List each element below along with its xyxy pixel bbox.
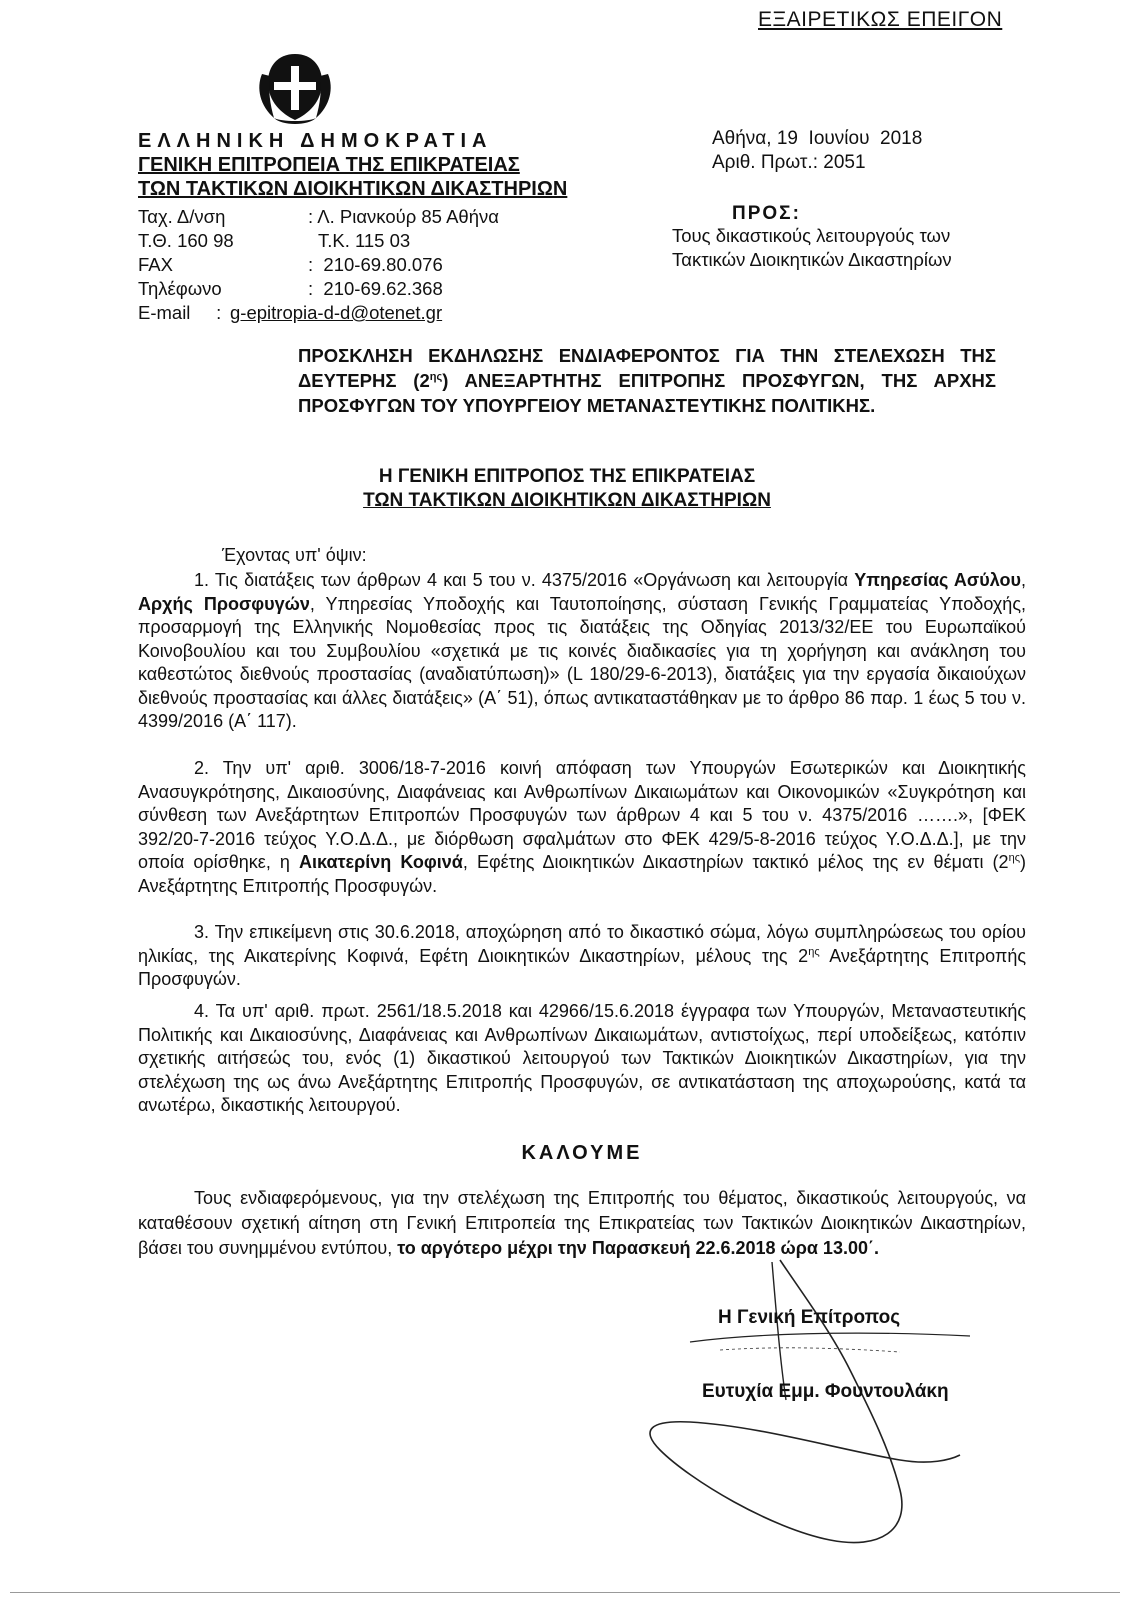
urgent-label: ΕΞΑΙΡΕΤΙΚΩΣ ΕΠΕΙΓΟΝ: [758, 8, 1003, 31]
fax-value: : 210-69.80.076: [308, 254, 443, 275]
signatory-name: Ευτυχία Εμμ. Φουντουλάκη: [702, 1381, 949, 1402]
call-text: Τους ενδιαφερόμενους, για την στελέχωση της Επιτροπής του θέματος, δικαστικούς λειτουργούς, να καταθέσουν σχετική αίτηση στη Γενική Επιτροπεία της Επικρατείας των Τακτικών Διοικητικών Δικαστηρίων, βάσει του συνημμένου εντύπου,: [138, 1188, 1026, 1258]
call-deadline: το αργότερο μέχρι την Παρασκευή 22.6.2018 ώρα 13.00΄.: [397, 1238, 879, 1258]
item1-bold-1: Υπηρεσίας Ασύλου: [854, 570, 1021, 590]
authority-heading-1: Η ΓΕΝΙΚΗ ΕΠΙΤΡΟΠΟΣ ΤΗΣ ΕΠΙΚΡΑΤΕΙΑΣ: [378, 466, 756, 487]
page-bottom-edge: [10, 1592, 1120, 1593]
organization-line-1: ΓΕΝΙΚΗ ΕΠΙΤΡΟΠΕΙΑ ΤΗΣ ΕΠΙΚΡΑΤΕΙΑΣ: [138, 154, 520, 176]
considerations-intro: Έχοντας υπ' όψιν:: [222, 545, 367, 565]
to-label: ΠΡΟΣ:: [732, 203, 801, 224]
greek-coat-of-arms-icon: [252, 44, 338, 128]
recipient-line-2: Τακτικών Διοικητικών Δικαστηρίων: [672, 249, 952, 270]
subject-part-1: ΠΡΟΣΚΛΗΣΗ ΕΚΔΗΛΩΣΗΣ ΕΝΔΙΑΦΕΡΟΝΤΟΣ ΓΙΑ ΤΗΝ ΣΤΕΛΕΧΩΣΗ ΤΗΣ ΔΕΥΤΕΡΗΣ (2: [298, 345, 996, 391]
item3-text-a: 3. Την επικείμενη στις 30.6.2018, αποχώρηση από το δικαστικό σώμα, λόγω συμπληρώσεως του ορίου ηλικίας, της Αικατερίνης Κοφινά, Εφέτη Διοικητικών Δικαστηρίων, μέλους της 2: [138, 922, 1026, 966]
address-label: Ταχ. Δ/νση: [138, 206, 226, 227]
signatory-title: Η Γενική Επίτροπος: [718, 1307, 901, 1328]
item3-text-b: Ανεξάρτητης Επιτροπής Προσφυγών.: [138, 945, 1027, 989]
address-value: : Λ. Ριανκούρ 85 Αθήνα: [308, 206, 499, 227]
item1-text-d: , Υπηρεσίας Υποδοχής και Ταυτοποίησης, σύσταση Γενικής Γραμματείας Υποδοχής, προσαρμογή της Ελληνικής Νομοθεσίας προς τις διατάξεις της Οδηγίας 2013/32/ΕΕ του Ευρωπαϊκού Κοινοβουλίου και του Συμβουλίου «σχετικά με τις κοινές διαδικασίες για τη χορήγηση και ανάκληση του καθεστώτος διεθνούς προστασίας (αναδιατύπωση)» (L 180/29-6-2013), διατάξεις για την εργασία δικαιούχων διεθνούς προστασίας και άλλες διατάξεις» (Α΄ 51), όπως αντικαταστάθηκαν με το άρθρο 86 παρ. 1 έως 5 του ν. 4399/2016 (Α΄ 117).: [138, 593, 1026, 731]
item2-text-a: 2. Την υπ' αριθ. 3006/18-7-2016 κοινή απόφαση των Υπουργών Εσωτερικών και Διοικητικής Ανασυγκρότησης, Δικαιοσύνης, Διαφάνειας και Ανθρωπίνων Δικαιωμάτων και Οικονομικών «Συγκρότηση και σύνθεση των Ανεξάρτητων Επιτροπών Προσφυγών των άρθρων 4 και 5 του ν. 4375/2016 …….», [ΦΕΚ 392/20-7-2016 τεύχος Υ.Ο.Δ.Δ., με διόρθωση σφαλμάτων στο ΦΕΚ 429/5-8-2016 τεύχος Υ.Ο.Δ.Δ.], με την οποία ορίσθηκε, η: [138, 758, 1026, 872]
po-box-label: Τ.Θ. 160 98: [138, 230, 234, 251]
document-date: Αθήνα, 19 Ιουνίου 2018: [712, 128, 923, 149]
email-label: E-mail :: [138, 302, 222, 323]
protocol-number: Αριθ. Πρωτ.: 2051: [712, 152, 866, 173]
call-heading: ΚΑΛΟΥΜΕ: [521, 1142, 643, 1164]
consideration-item-3: [138, 921, 1026, 992]
consideration-item-1: [138, 569, 1026, 734]
subject-part-2: ) ΑΝΕΞΑΡΤΗΤΗΣ ΕΠΙΤΡΟΠΗΣ ΠΡΟΣΦΥΓΩΝ, ΤΗΣ ΑΡΧΗΣ ΠΡΟΣΦΥΓΩΝ ΤΟΥ ΥΠΟΥΡΓΕΙΟΥ ΜΕΤΑΝΑΣΤΕΥΤΙΚΗΣ ΠΟΛΙΤΙΚΗΣ.: [298, 370, 996, 416]
consideration-item-4: 4. Τα υπ' αριθ. πρωτ. 2561/18.5.2018 και 42966/15.6.2018 έγγραφα των Υπουργών, Μεταναστευτικής Πολιτικής και Δικαιοσύνης, Διαφάνειας και Ανθρωπίνων Δικαιωμάτων, αντιστοίχως, περί υποδείξεως, κατόπιν σχετικής αιτήσεώς του, ενός (1) δικαστικού λειτουργού των Τακτικών Διοικητικών Δικαστηρίων, για την στελέχωση της ως άνω Ανεξάρτητης Επιτροπής Προσφυγών, σε αντικατάσταση της αποχωρούσης, κατά τα ανωτέρω, δικαστικής λειτουργού.: [138, 1001, 1026, 1115]
organization-line-2: ΤΩΝ ΤΑΚΤΙΚΩΝ ΔΙΟΙΚΗΤΙΚΩΝ ΔΙΚΑΣΤΗΡΙΩΝ: [138, 178, 568, 200]
item2-superscript: ης: [1008, 852, 1020, 864]
email-link[interactable]: g-epitropia-d-d@otenet.gr: [230, 302, 443, 323]
authority-heading-2: ΤΩΝ ΤΑΚΤΙΚΩΝ ΔΙΟΙΚΗΤΙΚΩΝ ΔΙΚΑΣΤΗΡΙΩΝ: [363, 490, 771, 511]
recipient-line-1: Τους δικαστικούς λειτουργούς των: [672, 225, 951, 246]
subject-superscript: ης: [429, 370, 443, 383]
item1-text-a: 1. Τις διατάξεις των άρθρων 4 και 5 του ν. 4375/2016 «Οργάνωση και λειτουργία: [194, 570, 855, 590]
republic-title: ΕΛΛΗΝΙΚΗ ΔΗΜΟΚΡΑΤΙΑ: [138, 130, 493, 152]
postal-code-value: Τ.Κ. 115 03: [308, 230, 411, 251]
item2-text-b: , Εφέτης Διοικητικών Δικαστηρίων τακτικό μέλος της εν θέματι (2: [462, 852, 1009, 872]
phone-value: : 210-69.62.368: [308, 278, 443, 299]
consideration-item-2: [138, 757, 1026, 898]
item2-text-c: ) Ανεξάρτητης Επιτροπής Προσφυγών.: [138, 852, 1026, 896]
item1-separator: ,: [1021, 570, 1027, 590]
item1-bold-2: Αρχής Προσφυγών: [138, 593, 310, 614]
document-subject: [298, 343, 996, 418]
item3-superscript: ης: [808, 945, 820, 958]
handwritten-signature: [600, 1250, 1000, 1570]
fax-label: FAX: [138, 254, 173, 275]
phone-label: Τηλέφωνο: [138, 278, 222, 299]
item2-bold-name: Αικατερίνη Κοφινά: [299, 852, 463, 872]
